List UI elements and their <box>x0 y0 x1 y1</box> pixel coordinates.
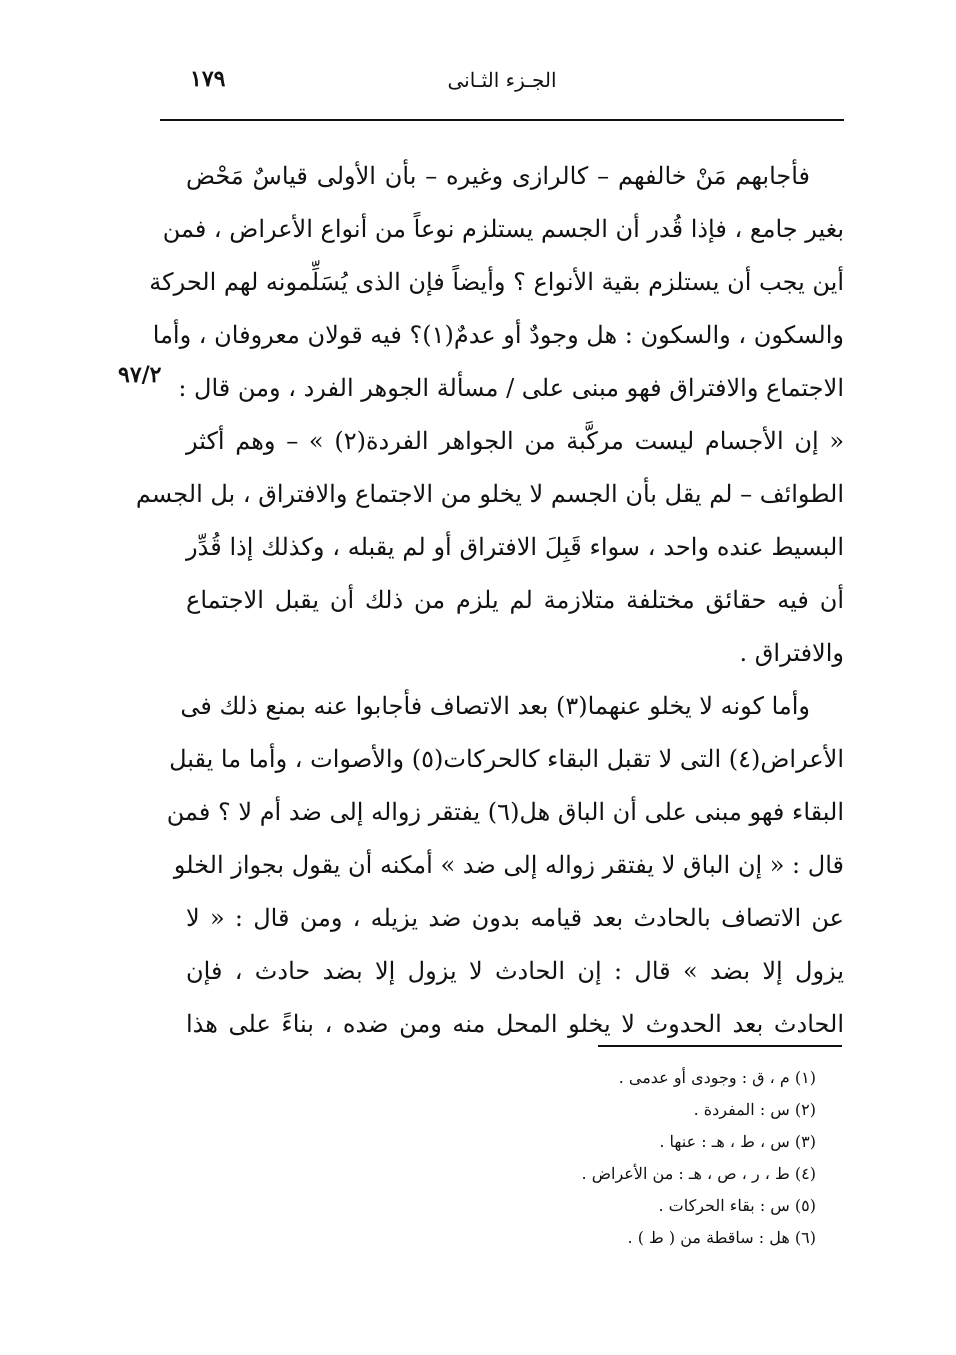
text-line: الطوائف – لم يقل بأن الجسم لا يخلو من الاجتماع والافتراق ، بل الجسم <box>135 480 844 508</box>
footnote-rule <box>598 1045 842 1047</box>
header-rule <box>160 119 844 121</box>
text-line: وأما كونه لا يخلو عنهما(٣) بعد الاتصاف فأجابوا عنه بمنع ذلك فى <box>180 692 810 720</box>
text-line: البقاء فهو مبنى على أن الباق هل(٦) يفتقر زواله إلى ضد أم لا ؟ فمن <box>166 798 844 826</box>
text-line: والافتراق . <box>739 639 844 667</box>
footnote: (١) م ، ق : وجودى أو عدمى . <box>618 1068 816 1087</box>
text-line: بغير جامع ، فإذا قُدر أن الجسم يستلزم نوعاً من أنواع الأعراض ، فمن <box>162 215 844 243</box>
running-title: الجـزء الثـانى <box>447 68 557 92</box>
footnote: (٢) س : المفردة . <box>693 1100 816 1119</box>
text-line: « إن الأجسام ليست مركَّبة من الجواهر الفردة(٢) » – وهم أكثر <box>186 427 845 455</box>
text-line: يزول إلا بضد » قال : إن الحادث لا يزول إلا بضد حادث ، فإن <box>186 957 845 985</box>
text-line: والسكون ، والسكون : هل وجودٌ أو عدمٌ(١)؟ فيه قولان معروفان ، وأما <box>152 321 844 349</box>
text-line: الحادث بعد الحدوث لا يخلو المحل منه ومن ضده ، بناءً على هذا <box>186 1010 844 1038</box>
margin-reference: ٩٧/٢ <box>118 362 162 388</box>
text-line: الاجتماع والافتراق فهو مبنى على / مسألة الجوهر الفرد ، ومن قال : <box>178 374 844 402</box>
text-line: عن الاتصاف بالحادث بعد قيامه بدون ضد يزيله ، ومن قال : « لا <box>186 904 844 932</box>
text-line: أن فيه حقائق مختلفة متلازمة لم يلزم من ذلك أن يقبل الاجتماع <box>186 586 844 614</box>
text-line: فأجابهم مَنْ خالفهم – كالرازى وغيره – بأن الأولى قياسٌ مَحْض <box>186 162 810 190</box>
footnote: (٣) س ، ط ، هـ : عنها . <box>659 1132 816 1151</box>
text-line: الأعراض(٤) التى لا تقبل البقاء كالحركات(٥) والأصوات ، وأما ما يقبل <box>169 745 844 773</box>
footnote: (٦) هل : ساقطة من ( ط ) . <box>627 1228 816 1247</box>
footnote: (٤) ط ، ر ، ص ، هـ : من الأعراض . <box>581 1164 816 1183</box>
page-header <box>160 58 844 114</box>
paragraph-2 <box>166 680 845 1051</box>
text-line: أين يجب أن يستلزم بقية الأنواع ؟ وأيضاً فإن الذى يُسَلِّمونه لهم الحركة <box>149 268 844 296</box>
footnotes <box>300 1062 816 1254</box>
page-number: ١٧٩ <box>190 66 226 92</box>
text-line: قال : « إن الباق لا يفتقر زواله إلى ضد » أمكنه أن يقول بجواز الخلو <box>173 851 844 879</box>
text-line: البسيط عنده واحد ، سواء قَبِلَ الافتراق أو لم يقبله ، وكذلك إذا قُدِّر <box>186 533 844 561</box>
footnote: (٥) س : بقاء الحركات . <box>658 1196 816 1215</box>
